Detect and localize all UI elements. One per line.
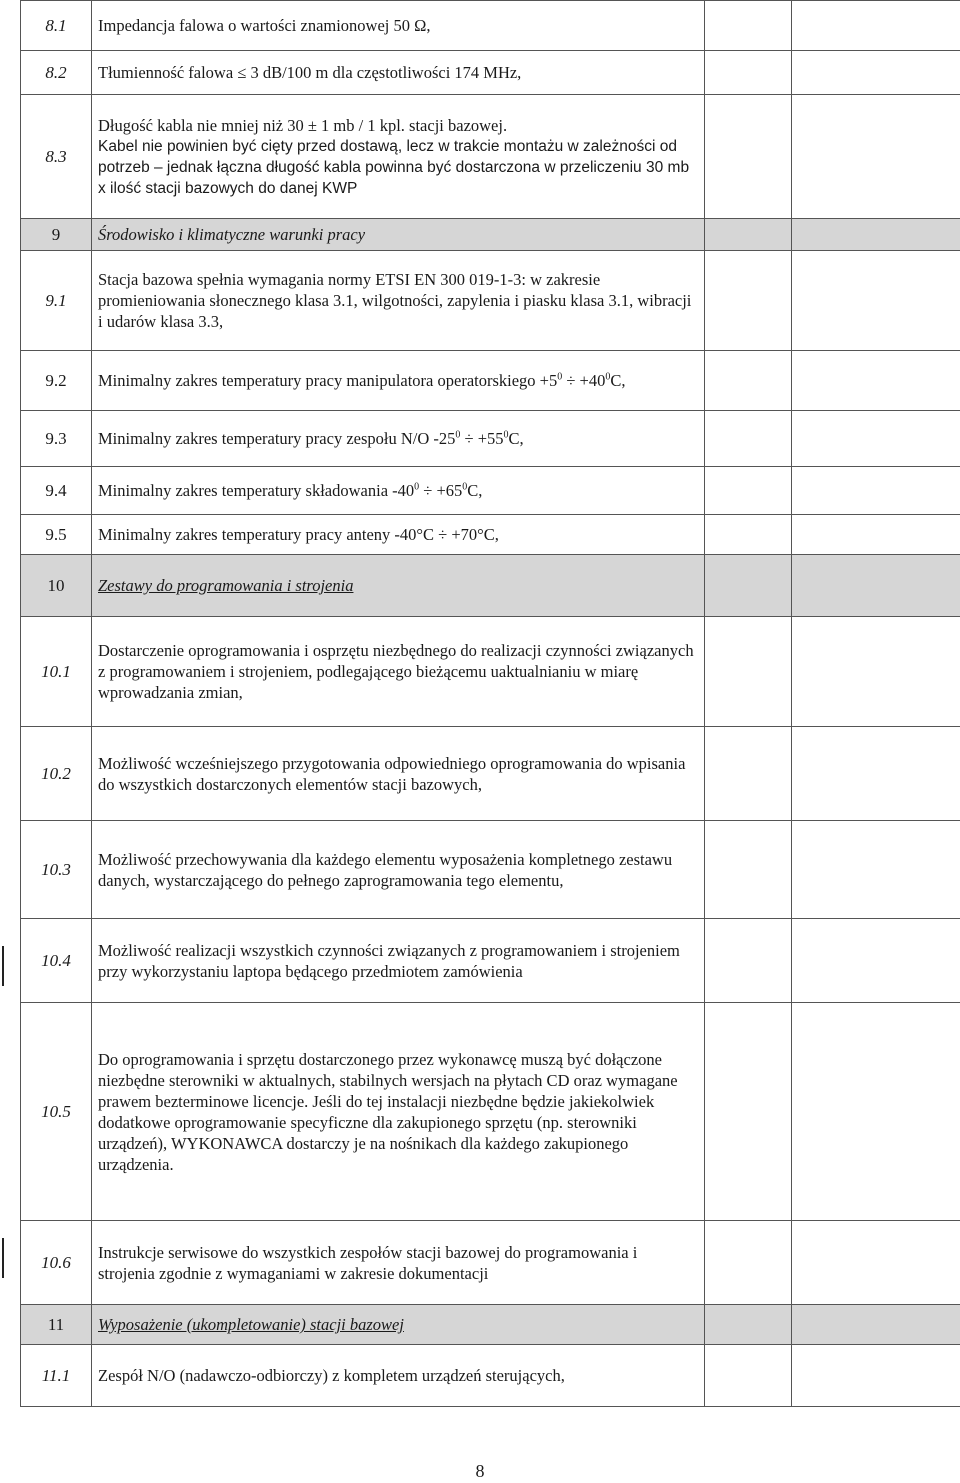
- temperature-text: C,: [467, 481, 483, 500]
- row-number: 10.4: [21, 919, 92, 1003]
- row-text-block: [92, 95, 705, 219]
- row-number: 10.2: [21, 727, 92, 821]
- empty-cell: [705, 51, 792, 95]
- row-number: 9.2: [21, 351, 92, 411]
- section-number: 9: [21, 219, 92, 251]
- temperature-text: ÷ +55: [460, 429, 504, 448]
- row-text: Możliwość wcześniejszego przygotowania odpowiedniego oprogramowania do wpisania do wszystkich dostarczonych elementów stacji bazowych,: [92, 727, 705, 821]
- empty-cell: [792, 219, 960, 251]
- row-text: Zespół N/O (nadawczo-odbiorczy) z kompletem urządzeń sterujących,: [92, 1345, 705, 1407]
- row-text: Impedancja falowa o wartości znamionowej 50 Ω,: [92, 1, 705, 51]
- empty-cell: [792, 1003, 960, 1221]
- empty-cell: [705, 1305, 792, 1345]
- section-row: [21, 1305, 960, 1345]
- row-text: Minimalny zakres temperatury pracy anteny -40°C ÷ +70°C,: [92, 515, 705, 555]
- row-number: 10.5: [21, 1003, 92, 1221]
- empty-cell: [705, 1221, 792, 1305]
- section-number: 10: [21, 555, 92, 617]
- table-row: [21, 251, 960, 351]
- row-number: 8.3: [21, 95, 92, 219]
- empty-cell: [705, 1003, 792, 1221]
- section-row: [21, 219, 960, 251]
- empty-cell: [792, 617, 960, 727]
- degree-superscript: 0: [605, 371, 611, 383]
- empty-cell: [705, 727, 792, 821]
- degree-superscript: 0: [455, 429, 461, 441]
- table-row: [21, 95, 960, 219]
- table-row: [21, 1003, 960, 1221]
- section-number: 11: [21, 1305, 92, 1345]
- empty-cell: [792, 1345, 960, 1407]
- degree-superscript: 0: [462, 481, 468, 493]
- row-text: Stacja bazowa spełnia wymagania normy ETSI EN 300 019-1-3: w zakresie promieniowania słonecznego klasa 3.1, wilgotności, zapylenia i piasku klasa 3.1, wibracji i udarów klasa 3.3,: [92, 251, 705, 351]
- empty-cell: [705, 919, 792, 1003]
- degree-superscript: 0: [503, 429, 509, 441]
- empty-cell: [705, 411, 792, 467]
- row-number: 9.1: [21, 251, 92, 351]
- table-row: [21, 411, 960, 467]
- row-text: [92, 467, 705, 515]
- row-text: Instrukcje serwisowe do wszystkich zespołów stacji bazowej do programowania i strojenia zgodnie z wymaganiami w zakresie dokumentacji: [92, 1221, 705, 1305]
- row-number: 9.3: [21, 411, 92, 467]
- empty-cell: [705, 555, 792, 617]
- section-title: Zestawy do programowania i strojenia: [92, 555, 705, 617]
- empty-cell: [705, 251, 792, 351]
- table-row: [21, 351, 960, 411]
- empty-cell: [792, 351, 960, 411]
- empty-cell: [705, 1, 792, 51]
- row-number: 9.4: [21, 467, 92, 515]
- temperature-text: ÷ +40: [562, 371, 606, 390]
- empty-cell: [792, 821, 960, 919]
- row-number: 8.1: [21, 1, 92, 51]
- table-row: [21, 1345, 960, 1407]
- row-text: [92, 411, 705, 467]
- degree-superscript: 0: [414, 481, 420, 493]
- temperature-text: Minimalny zakres temperatury pracy manipulatora operatorskiego +5: [98, 371, 558, 390]
- row-text: [92, 351, 705, 411]
- table-row: [21, 515, 960, 555]
- row-number: 10.1: [21, 617, 92, 727]
- empty-cell: [792, 727, 960, 821]
- table-row: [21, 467, 960, 515]
- empty-cell: [705, 351, 792, 411]
- section-title: Wyposażenie (ukompletowanie) stacji bazowej: [92, 1305, 705, 1345]
- empty-cell: [792, 919, 960, 1003]
- empty-cell: [792, 51, 960, 95]
- empty-cell: [705, 219, 792, 251]
- empty-cell: [792, 95, 960, 219]
- row-number: 9.5: [21, 515, 92, 555]
- temperature-text: Minimalny zakres temperatury pracy zespołu N/O -25: [98, 429, 456, 448]
- empty-cell: [792, 1305, 960, 1345]
- empty-cell: [705, 467, 792, 515]
- row-text: Możliwość przechowywania dla każdego elementu wyposażenia kompletnego zestawu danych, wystarczającego do pełnego zaprogramowania tego elementu,: [92, 821, 705, 919]
- row-number: 10.6: [21, 1221, 92, 1305]
- row-number: 11.1: [21, 1345, 92, 1407]
- page-number: 8: [475, 1461, 485, 1481]
- temperature-text: Minimalny zakres temperatury składowania -40: [98, 481, 415, 500]
- row-text: Tłumienność falowa ≤ 3 dB/100 m dla częstotliwości 174 MHz,: [92, 51, 705, 95]
- empty-cell: [705, 617, 792, 727]
- section-title: Środowisko i klimatyczne warunki pracy: [92, 219, 705, 251]
- empty-cell: [705, 821, 792, 919]
- temperature-text: C,: [508, 429, 524, 448]
- revision-bar: [2, 1238, 4, 1278]
- section-row: [21, 555, 960, 617]
- empty-cell: [792, 1, 960, 51]
- table-row: [21, 51, 960, 95]
- table-row: [21, 617, 960, 727]
- temperature-text: ÷ +65: [419, 481, 463, 500]
- empty-cell: [705, 1345, 792, 1407]
- empty-cell: [792, 515, 960, 555]
- row-text: Do oprogramowania i sprzętu dostarczonego przez wykonawcę muszą być dołączone niezbędne sterowniki w aktualnych, stabilnych wersjach na płytach CD oraz wymagane prawem bezterminowe licencje. Jeśli do tej instalacji niezbędne będzie jakiekolwiek dodatkowe oprogramowanie specyficzne dla zakupionego sprzętu (np. sterowniki urządzeń), WYKONAWCA dostarczy je na nośnikach dla każdego zakupionego urządzenia.: [92, 1003, 705, 1221]
- empty-cell: [705, 95, 792, 219]
- row-text: Możliwość realizacji wszystkich czynności związanych z programowaniem i strojeniem przy wykorzystaniu laptopa będącego przedmiotem zamówienia: [92, 919, 705, 1003]
- table-row: [21, 919, 960, 1003]
- empty-cell: [792, 251, 960, 351]
- empty-cell: [792, 467, 960, 515]
- empty-cell: [792, 555, 960, 617]
- revision-bar: [2, 946, 4, 986]
- row-text-line: Kabel nie powinien być cięty przed dostawą, lecz w trakcie montażu w zależności od potrzeb – jednak łączna długość kabla powinna być dostarczona w przeliczeniu 30 mb x ilość stacji bazowych do danej KWP: [98, 137, 690, 197]
- table-row: [21, 1221, 960, 1305]
- temperature-text: C,: [610, 371, 626, 390]
- table-row: [21, 1, 960, 51]
- specification-table: [20, 0, 960, 1407]
- row-text-line: Długość kabla nie mniej niż 30 ± 1 mb / 1 kpl. stacji bazowej.: [98, 115, 508, 135]
- empty-cell: [705, 515, 792, 555]
- table-row: [21, 821, 960, 919]
- degree-superscript: 0: [557, 371, 563, 383]
- row-number: 8.2: [21, 51, 92, 95]
- empty-cell: [792, 411, 960, 467]
- table-row: [21, 727, 960, 821]
- row-number: 10.3: [21, 821, 92, 919]
- empty-cell: [792, 1221, 960, 1305]
- row-text: Dostarczenie oprogramowania i osprzętu niezbędnego do realizacji czynności związanych z programowaniem i strojeniem, podlegającego bieżącemu uaktualnianiu w miarę wprowadzania zmian,: [92, 617, 705, 727]
